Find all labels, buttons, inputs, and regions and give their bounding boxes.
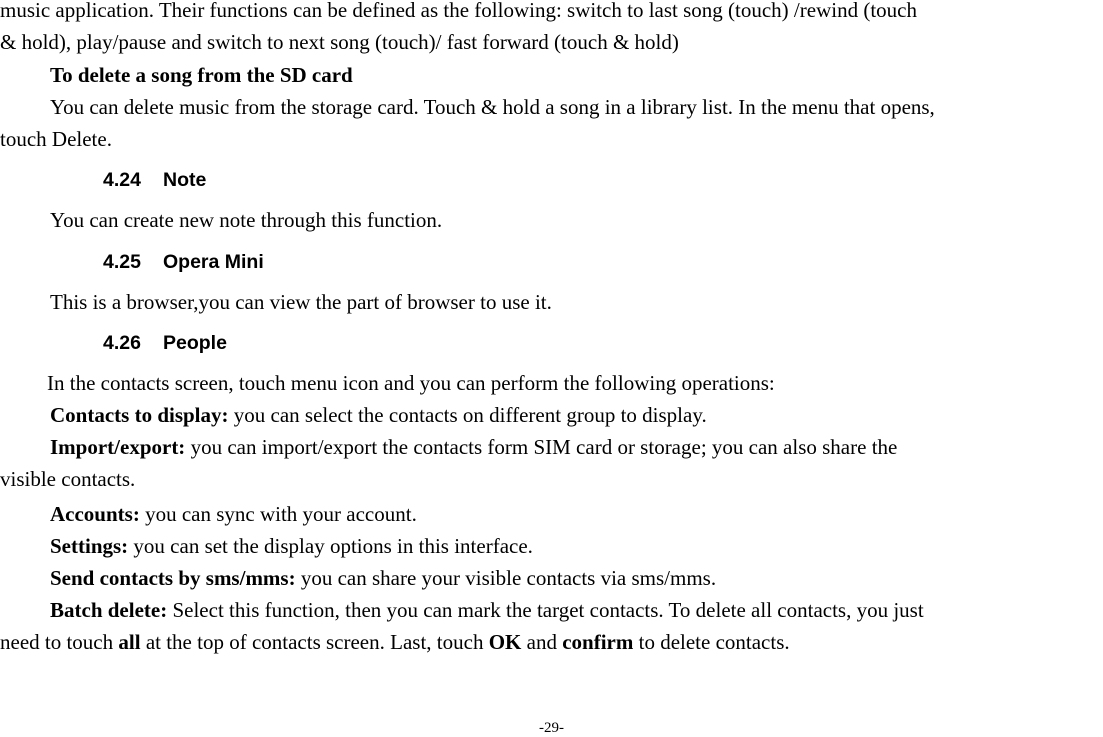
section-title: Opera Mini xyxy=(163,251,264,273)
keyword-all: all xyxy=(118,630,141,654)
option-text: you can set the display options in this interface. xyxy=(128,534,533,558)
section-title: Note xyxy=(163,169,207,191)
note-description: You can create new note through this function. xyxy=(50,208,443,232)
option-text: you can import/export the contacts form SIM card or storage; you can also share the xyxy=(185,435,898,459)
people-description: In the contacts screen, touch menu icon and you can perform the following operations: xyxy=(47,371,775,395)
section-number: 4.24 xyxy=(103,169,141,191)
option-label: Send contacts by sms/mms: xyxy=(50,566,296,590)
option-label: Import/export: xyxy=(50,435,186,459)
delete-song-title: To delete a song from the SD card xyxy=(50,63,353,87)
option-settings xyxy=(50,533,533,559)
section-heading-people xyxy=(103,331,227,355)
option-text: you can share your visible contacts via sms/mms. xyxy=(295,566,717,590)
option-accounts xyxy=(50,501,417,527)
delete-song-heading xyxy=(50,62,353,88)
text-fragment: to delete contacts. xyxy=(633,630,790,654)
option-send-contacts xyxy=(50,565,716,591)
delete-song-line-1: You can delete music from the storage card. Touch & hold a song in a library list. In the menu that opens, xyxy=(50,95,935,119)
option-label: Batch delete: xyxy=(50,598,168,622)
intro-line-1: music application. Their functions can be defined as the following: switch to last song (touch) /rewind (touch xyxy=(0,0,917,22)
section-number: 4.26 xyxy=(103,332,141,354)
option-import-export xyxy=(50,434,897,460)
text-fragment: need to touch xyxy=(0,630,119,654)
option-contacts-to-display xyxy=(50,402,707,428)
page-number: -29- xyxy=(539,720,564,736)
option-label: Accounts: xyxy=(50,502,140,526)
keyword-ok: OK xyxy=(488,630,522,654)
text-fragment: and xyxy=(521,630,563,654)
keyword-confirm: confirm xyxy=(562,630,634,654)
option-import-export-continued: visible contacts. xyxy=(0,467,136,491)
intro-line-2: & hold), play/pause and switch to next song (touch)/ fast forward (touch & hold) xyxy=(0,30,679,54)
option-text: you can sync with your account. xyxy=(139,502,417,526)
option-batch-delete-continued xyxy=(0,629,790,655)
option-text: Select this function, then you can mark the target contacts. To delete all contacts, you just xyxy=(167,598,924,622)
option-text: you can select the contacts on different group to display. xyxy=(228,403,707,427)
option-label: Contacts to display: xyxy=(50,403,229,427)
section-heading-opera-mini xyxy=(103,250,264,274)
opera-mini-description: This is a browser,you can view the part of browser to use it. xyxy=(50,290,552,314)
option-batch-delete xyxy=(50,597,924,623)
section-title: People xyxy=(163,332,227,354)
section-number: 4.25 xyxy=(103,251,141,273)
option-label: Settings: xyxy=(50,534,129,558)
section-heading-note xyxy=(103,168,206,192)
delete-song-line-2: touch Delete. xyxy=(0,127,112,151)
text-fragment: at the top of contacts screen. Last, touch xyxy=(140,630,489,654)
